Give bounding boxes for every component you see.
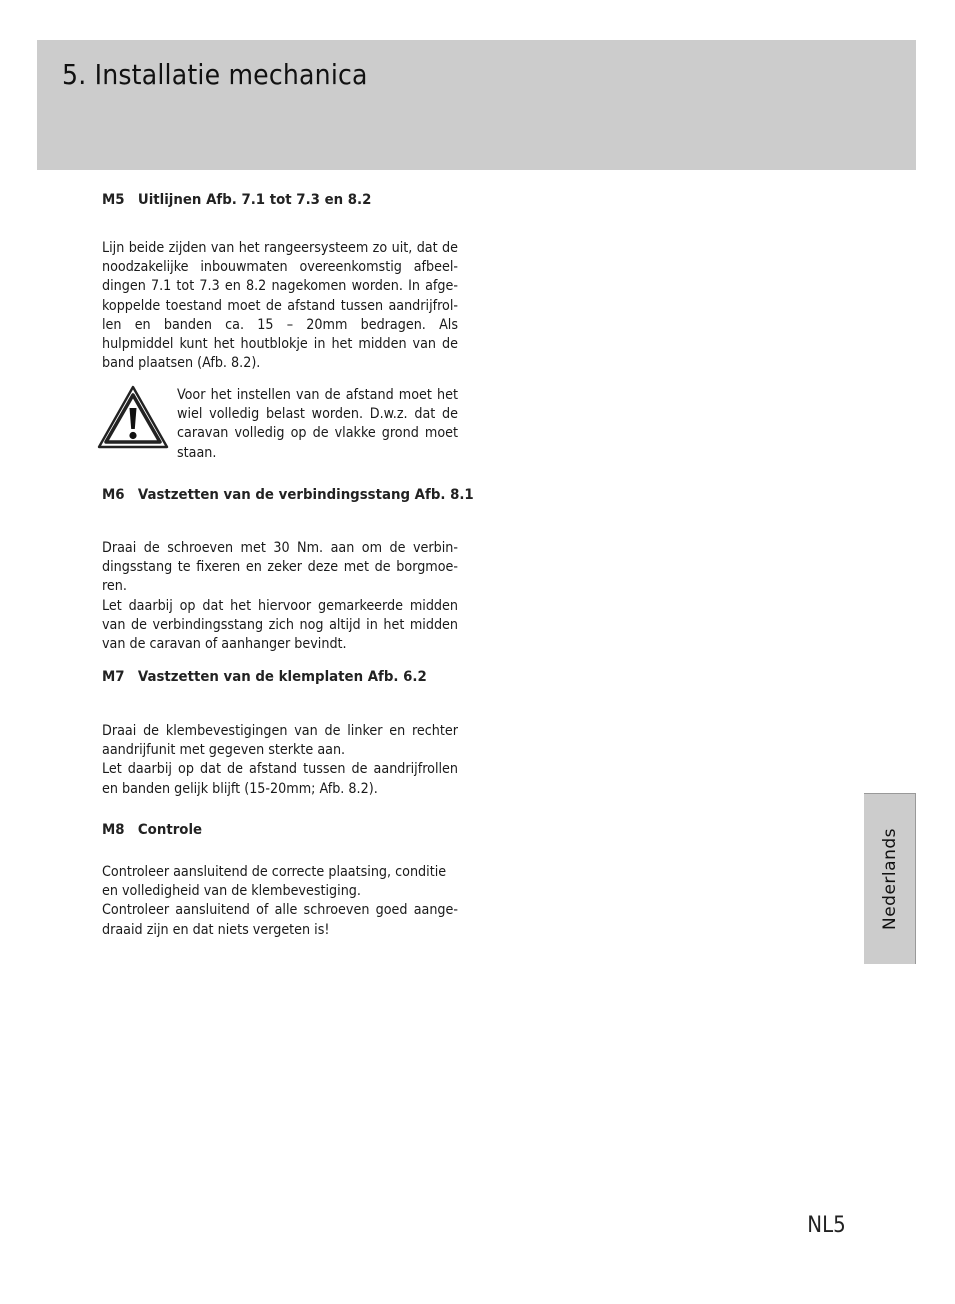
section-title: Vastzetten van de verbindingsstang Afb. 8.1 <box>137 487 474 503</box>
page-number: NL5 <box>807 1213 846 1238</box>
section-code: M6 <box>102 487 125 503</box>
warning-text: Voor het instellen van de afstand moet het wiel volledig belast worden. D.w.z. dat de caravan volledig op de vlakke grond moet staan. <box>177 387 458 461</box>
paragraph: Controleer aansluitend de correcte plaatsing, conditie en volledigheid van de klembevestiging. <box>102 864 447 900</box>
section-code: M5 <box>102 192 125 208</box>
language-label: Nederlands <box>879 828 900 930</box>
section-title: Vastzetten van de klemplaten Afb. 6.2 <box>137 669 427 685</box>
paragraph: Lijn beide zijden van het rangeersysteem zo uit, dat de noodzakelijke inbouwmaten overeenkomstig afbeel-dingen 7.1 tot 7.3 en 8.2 nagekomen worden. In afge-koppelde toestand moet de afstand tussen aandrijfrol-len en banden ca. 15 – 20mm bedragen. Als hulpmiddel kunt het houtblokje in het midden van de band plaatsen (Afb. 8.2). <box>102 240 458 372</box>
section-title: Controle <box>137 822 203 838</box>
paragraph: Draai de schroeven met 30 Nm. aan om de verbin-dingsstang te fixeren en zeker deze met de borgmoe-ren. <box>102 540 458 595</box>
paragraph: Let daarbij op dat het hiervoor gemarkeerde midden van de verbindingsstang zich nog altijd in het midden van de caravan of aanhanger bevindt. <box>102 597 458 653</box>
language-tab <box>864 793 916 964</box>
page-title: 5. Installatie mechanica <box>62 58 368 91</box>
section-code: M8 <box>102 822 125 838</box>
section-code: M7 <box>102 669 125 685</box>
section-heading-m5 <box>102 192 371 208</box>
section-body-m7 <box>102 722 458 799</box>
section-body-m6 <box>102 539 458 654</box>
section-body-m8 <box>102 863 458 940</box>
warning-note <box>177 386 458 463</box>
paragraph: Controleer aansluitend of alle schroeven goed aange-draaid zijn en dat niets vergeten is! <box>102 902 458 938</box>
section-heading-m8 <box>102 822 202 838</box>
paragraph: Draai de klembevestigingen van de linker en rechter aandrijfunit met gegeven sterkte aan. <box>102 723 458 759</box>
section-title: Uitlijnen Afb. 7.1 tot 7.3 en 8.2 <box>137 192 372 208</box>
paragraph: Let daarbij op dat de afstand tussen de aandrijfrollen en banden gelijk blijft (15-20mm; Afb. 8.2). <box>102 761 458 797</box>
section-heading-m6 <box>102 487 474 503</box>
warning-triangle-icon <box>96 384 170 450</box>
section-body-m5 <box>102 239 458 373</box>
section-heading-m7 <box>102 669 427 685</box>
